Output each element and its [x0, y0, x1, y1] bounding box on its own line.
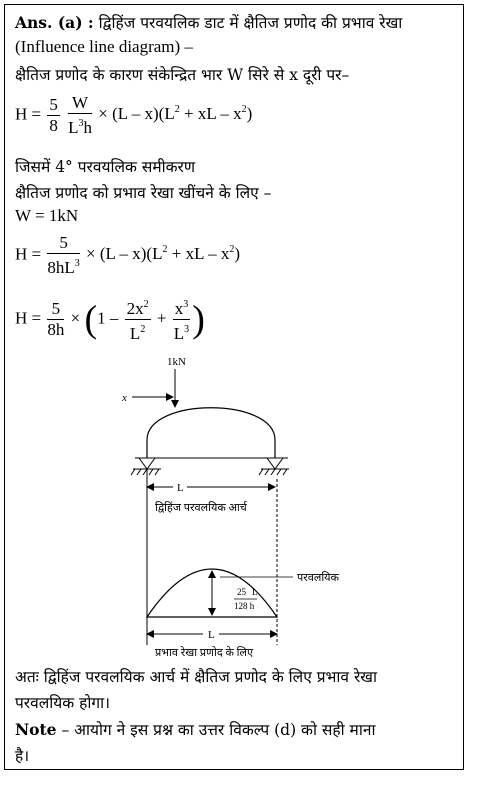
- answer-label: Ans. (a) :: [15, 13, 94, 32]
- span-label: L: [177, 482, 184, 494]
- text-line3: जिसमें 4° परवयलिक समीकरण: [15, 158, 196, 176]
- note-label: Note: [15, 720, 57, 739]
- eq1-frac1: $\frac{5}{8}$: [49, 95, 58, 135]
- eq3-frac2: $\frac{2x^2}{L^2}$: [125, 295, 151, 344]
- arch-diagram: [5, 345, 463, 660]
- eq2-frac: $\frac{5}{8hL^3}$: [47, 233, 80, 277]
- load-label: 1kN: [167, 356, 186, 368]
- eq3-frac: $\frac{5}{8h}$: [47, 299, 65, 339]
- eq3-frac3: $\frac{x^3}{L^3}$: [173, 295, 191, 344]
- equation-1: [15, 93, 252, 138]
- eq3-open-paren: (: [84, 298, 98, 341]
- eq3-close-paren: ): [192, 298, 205, 341]
- text-line4: क्षैतिज प्रणोद को प्रभाव रेखा खींचने के लिए –: [15, 184, 272, 202]
- equation-3: [15, 295, 205, 344]
- right-support: [259, 458, 289, 475]
- arch-caption: द्विहिंज परवलयिक आर्च: [155, 502, 247, 514]
- ordinate-label: [234, 587, 258, 611]
- conclusion-line1: अतः द्विहिंज परवलयिक आर्च में क्षैतिज प्रणोद के लिए प्रभाव रेखा: [15, 668, 377, 686]
- answer-line2: क्षैतिज प्रणोद के कारण संकेन्द्रित भार W सिरे से x दूरी पर–: [15, 66, 350, 84]
- eq3-lhs: H =: [15, 308, 42, 328]
- svg-text:L: L: [252, 587, 258, 597]
- eq1-frac2: $\frac{W}{L^3h}$: [68, 93, 93, 137]
- answer-title-english: (Influence line diagram) –: [15, 37, 193, 56]
- answer-heading: [15, 11, 402, 33]
- svg-text:128 h: 128 h: [234, 601, 255, 611]
- conclusion-line2: परवलयिक होगा।: [15, 694, 110, 712]
- text-line5: W = 1kN: [15, 206, 79, 225]
- svg-text:25: 25: [237, 587, 246, 597]
- arch-curve: [147, 408, 275, 458]
- eq1-lhs: H =: [15, 104, 42, 124]
- x-label: x: [122, 392, 127, 404]
- eq3-times: ×: [70, 308, 81, 328]
- note-line1: [15, 718, 375, 740]
- eq2-lhs: H =: [15, 244, 42, 264]
- note-line2: है।: [15, 747, 30, 765]
- eq3-plus: +: [156, 308, 167, 328]
- ild-caption: प्रभाव रेखा प्रणोद के लिए: [155, 647, 254, 659]
- answer-title-hindi: द्विहिंज परवयलिक डाट में क्षैतिज प्रणोद की प्रभाव रेखा: [98, 14, 403, 32]
- parabolic-label: परवलयिक: [297, 572, 339, 584]
- eq1-rhs: × $(L - x)(L^2$ + xL – $x^2$): [98, 104, 253, 124]
- answer-box: [4, 4, 464, 770]
- span2-label: L: [208, 629, 215, 641]
- eq3-one: 1 –: [97, 308, 119, 328]
- note-text: – आयोग ने इस प्रश्न का उत्तर विकल्प (d) को सही माना: [56, 721, 376, 739]
- eq2-rhs: × $(L - x)(L^2$ + xL – $x^2$): [86, 244, 240, 264]
- left-support: [131, 458, 161, 475]
- equation-2: [15, 233, 240, 278]
